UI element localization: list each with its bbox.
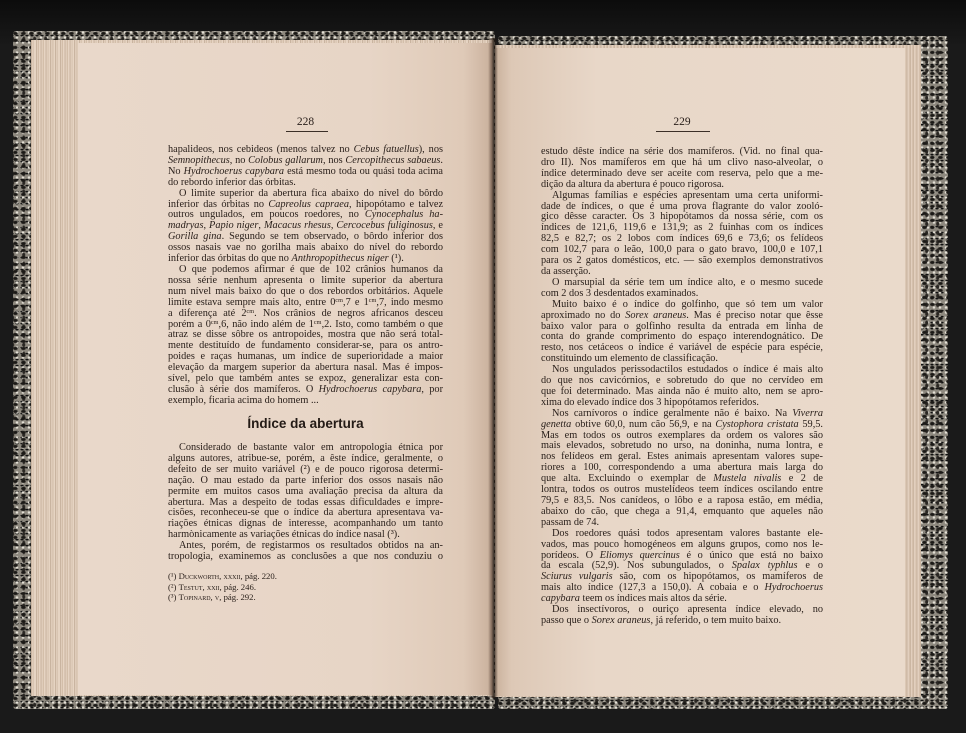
text-run: vados, mas pouco homogéneos em alguns grupos, como nos le- [541, 538, 823, 550]
text-run: baixo valor para o golfinho resulta da entrada em linha de [541, 320, 823, 332]
text-run: passo que o [541, 614, 592, 626]
line-text [168, 329, 443, 340]
line-text [168, 231, 443, 242]
line-text [541, 571, 823, 582]
text-run: defeito de ser muito variável (²) e de pouco rigorosa determi- [168, 463, 443, 475]
text-run: alguns autores, atribue-se, porém, a êste índice, geralmente, o [168, 452, 443, 464]
text-run: permite em muitos casos uma avaliação precisa da altura da [168, 485, 443, 497]
footnote-author: Duckworth, [178, 571, 222, 581]
text-run: constituindo um elemento de classificação. [541, 353, 718, 365]
line-text [541, 342, 823, 353]
text-run: resto, nos cetáceos o índice é variável de espécie para espécie, [541, 342, 823, 354]
line-text [541, 615, 781, 626]
line-text [541, 353, 718, 364]
text-run: hapalideos, nos cebideos (menos talvez no [168, 144, 354, 155]
text-run: nos felídeos em geral. Estes animais apresentam valores supe- [541, 451, 823, 463]
text-run: é o único que está no baixo [679, 549, 823, 561]
text-run: outros ungulados, em poucos roedores, no [168, 209, 365, 221]
text-run: . Segundo se tem observado, o bôrdo inferior dos [221, 231, 443, 243]
line-text [168, 351, 443, 362]
line-text [541, 222, 823, 233]
italic-term: genetta [541, 418, 572, 430]
text-run: ossos nasais vae no gorilha mais abaixo do nível do rebordo [168, 242, 443, 254]
line-text [168, 242, 443, 253]
text-run: , [330, 220, 337, 232]
text-run: mais elevados, sobretudo no urso, na doninha, numa lontra, e [541, 440, 823, 452]
line-text [541, 321, 823, 332]
text-run: clusão à série dos mamíferos. O [168, 383, 319, 395]
line-text [541, 550, 823, 561]
text-run: O limite superior da abertura fica abaixo do nível do bôrdo [179, 187, 443, 199]
italic-term: Gorilla gina [168, 231, 222, 243]
text-run: da asserção. [541, 265, 591, 277]
text-run: No [168, 165, 184, 177]
line-text [168, 286, 443, 297]
line-text [541, 157, 823, 168]
line-text [541, 451, 823, 462]
line-text [552, 190, 823, 201]
line-text [168, 155, 443, 166]
section-heading: Índice da abertura [247, 416, 364, 431]
line-text [168, 464, 443, 475]
footnote-volume: xxxii, [223, 571, 243, 581]
italic-term: Cercocebus fuliginosus [336, 220, 433, 232]
line-text [552, 604, 823, 615]
line-text [168, 362, 443, 373]
page-number: 229 [673, 116, 691, 128]
line-text [552, 408, 823, 419]
text-run: porém a 0ᶜᵐ,6, não indo além de 1ᶜᵐ,2. Isto, como também o que [168, 318, 443, 330]
text-run: harmònicamente as variações étnicas do índice nasal (³). [168, 529, 400, 541]
italic-term: Sciurus vulgaris [541, 571, 613, 583]
text-run: e 2 de [781, 473, 823, 485]
line-text [179, 188, 443, 199]
text-run: gico dêsse caracter. Os 3 hipopótamos da nossa série, com os [541, 211, 823, 223]
italic-term: Eliomys quercinus [599, 549, 680, 561]
footnote-page: pág. 292. [223, 592, 256, 602]
text-run: inferior das órbitas do que no [168, 253, 292, 265]
line-text [168, 220, 443, 231]
text-run: Dos insectívoros, o ouriço apresenta índice elevado, no [552, 604, 823, 616]
text-run: do rebordo inferior das órbitas. [168, 176, 296, 188]
line-text [552, 277, 823, 288]
text-run: para os 2 gatos domésticos, etc. — são exemplos demonstrativos [541, 255, 823, 267]
page-number-rule [656, 131, 710, 132]
text-run: . [440, 154, 443, 166]
text-run: abaixo do cão, que chega a 91,4, emquanto que aqueles não [541, 505, 823, 517]
line-text [168, 551, 443, 562]
line-text [552, 299, 823, 310]
line-text [168, 253, 404, 264]
text-run: com 2 dos 3 desdentados examinados. [541, 287, 699, 299]
text-run: , hipopótamo e talvez [349, 198, 443, 210]
text-run: num nível mais baixo do que o dos rebordos orbitários. Aquele [168, 285, 443, 297]
text-run: dição da altura da abertura é pouco rigorosa. [541, 178, 724, 190]
text-run: nação. O mau estado da parte inferior dos ossos nasais não [168, 474, 443, 486]
footnote [168, 592, 443, 603]
italic-term: Cebus fatuellus [353, 144, 419, 155]
line-text [541, 386, 823, 397]
text-run: da escala (52,9). Nos subungulados, o [541, 560, 732, 572]
footnote-volume: v, [214, 592, 222, 602]
line-text [168, 209, 443, 220]
page-number-rule [286, 131, 328, 132]
book-gutter [488, 38, 498, 698]
text-run: nossa série nenhum apresenta o limite superior da abertura [168, 274, 443, 286]
italic-term: capybara [541, 593, 580, 605]
text-line [168, 552, 443, 563]
line-text [541, 233, 823, 244]
line-text [541, 440, 823, 451]
line-text [168, 177, 296, 188]
footnote-mark: (²) [168, 581, 177, 592]
text-run: O que podemos afirmar é que de 102 crânios humanos da [179, 263, 443, 275]
line-text [541, 266, 591, 277]
text-run: , e [432, 220, 443, 232]
text-run: , por [421, 383, 443, 395]
text-run: passam de 74. [541, 516, 600, 528]
line-text [541, 462, 823, 473]
text-run: porídeos. O [541, 549, 600, 561]
line-text [168, 395, 319, 406]
line-text [541, 211, 823, 222]
line-text [541, 288, 698, 299]
text-run: , no [229, 154, 249, 166]
footnotes [168, 571, 443, 603]
italic-term: Colobus gallarum [248, 154, 323, 166]
italic-term: Cynocephalus ha- [364, 209, 443, 221]
text-run: , [203, 220, 210, 232]
text-run: abertura. Mas a despeito de todas essas dificuldades e impre- [168, 496, 443, 508]
line-text [168, 453, 443, 464]
text-run: dro II). Nos mamíferos em que há um clivo naso-alveolar, o [541, 156, 823, 168]
page-number: 228 [296, 116, 315, 128]
body-text [541, 147, 823, 627]
text-run: , já referido, o tem muito baixo. [650, 614, 782, 626]
line-text [541, 331, 823, 342]
body-text-below-heading [168, 443, 443, 563]
line-text [541, 506, 823, 517]
footnote-mark: (¹) [168, 571, 177, 581]
text-run: tropologia, examinemos as conclusões a que nos conduziu o [168, 551, 443, 563]
text-run: que alta. Excluindo o exemplar de [541, 473, 714, 485]
text-run: Nos ungulados perissodactilos estudados o índice é mais alto [552, 364, 823, 376]
line-text [168, 340, 443, 351]
line-text [168, 507, 443, 518]
text-run: conta do grande comprimento do espaço interendognático. De [541, 331, 823, 343]
line-text [168, 199, 443, 210]
text-run: do que nos cavicórnios, e sobretudo do que no cervídeo em [541, 375, 823, 387]
line-text [168, 275, 443, 286]
body-text-above-heading [168, 145, 443, 407]
text-run: O marsupial da série tem um índice alto, e o mesmo sucede [552, 276, 823, 288]
text-run: mais alto índice (127,3 a 150,0). A cobaia e o [541, 582, 765, 594]
line-text [541, 375, 823, 386]
text-run: mente destituído de fundamento considerar-se, para os antro- [168, 340, 443, 352]
line-text [168, 486, 443, 497]
text-run: . Mas é preciso notar que êsse [686, 309, 823, 321]
line-text [541, 310, 823, 321]
text-run: atraz se disse sôbre os antropoides, mostra que não será total- [168, 329, 443, 341]
text-run: inferior das órbitas no [168, 198, 269, 210]
text-run: e o [797, 560, 823, 572]
text-run: dade de índices, o que é uma prova flagrante do valor zooló- [541, 200, 823, 212]
text-run: sível, pelo que também antes se expoz, generalizar esta con- [168, 373, 443, 385]
italic-term: Macacus rhesus [263, 220, 331, 232]
italic-term: madryas [168, 220, 204, 232]
line-text [541, 168, 823, 179]
footnote-volume: xxii, [206, 581, 222, 592]
footnote-author: Testut, [178, 581, 205, 592]
text-run: com 102,7 para o leão, 100,0 para o gato bravo, 100,0 e 107,1 [541, 244, 823, 256]
text-run: índices de 121,6, 119,6 e 131,9; as 2 fuinhas com os índices [541, 222, 823, 234]
line-text [168, 308, 443, 319]
text-run: Considerado de bastante valor em antropologia étnica por [179, 442, 443, 453]
text-run: , nos [323, 154, 346, 166]
text-run: está mesmo toda ou quási toda acima [284, 165, 443, 177]
text-run: índice determinado deve ser aceite com reserva, pelo que a me- [541, 167, 823, 179]
text-run: obtive 60,0, num cão 56,9, e na [571, 418, 716, 430]
line-text [541, 560, 823, 571]
italic-term: Cystophora cristata [715, 418, 799, 430]
text-run: que foi determinado. Mas ainda não é muito alto, nem se apro- [541, 385, 823, 397]
line-text [168, 529, 400, 540]
text-run: 79,5 e 83,5. Nos canídeos, o lôbo e a raposa estão, em média, [541, 495, 823, 506]
line-text [168, 319, 443, 330]
line-text [541, 473, 823, 484]
footnote [168, 571, 443, 582]
text-run: xima do elevado índice dos 3 hipopótamos referidos. [541, 396, 759, 408]
line-text [168, 373, 443, 384]
text-run: cisões, reconheceu-se que o índice da abertura apresentava va- [168, 507, 443, 519]
italic-term: Sorex araneus [625, 309, 687, 321]
text-run: poides e raças humanas, um índice de superioridade a maior [168, 351, 443, 363]
text-run: elevação da margem superior da abertura nasal. Mas é impos- [168, 362, 443, 374]
text-run: a diferença até 2ᶜᵐ. Nos crânios de negros africanos desceu [168, 307, 443, 319]
line-text [541, 179, 724, 190]
text-run: estudo dêste índice na série dos mamíferos. (Vid. no final qua- [541, 146, 823, 157]
italic-term: Capreolus capraea [268, 198, 350, 210]
text-run: ), nos [418, 144, 443, 155]
line-text [168, 475, 443, 486]
line-text [541, 201, 823, 212]
text-run: Algumas famílias e espécies apresentam uma certa uniformi- [552, 189, 823, 201]
text-run: teem os índices mais altos da série. [579, 593, 727, 605]
italic-term: Anthropopithecus niger [291, 253, 389, 265]
text-run: Antes, porém, de registarmos os resultados obtidos na an- [179, 540, 443, 552]
line-text [541, 539, 823, 550]
line-text [168, 384, 443, 395]
line-text [541, 397, 759, 408]
italic-term: Papio niger [209, 220, 259, 232]
footnote-page: pág. 246. [223, 581, 256, 592]
line-text [179, 442, 443, 453]
italic-term: Hydrochoerus capybara [183, 165, 285, 177]
italic-term: Hydrochoerus capybara [318, 383, 422, 395]
line-text [179, 264, 443, 275]
text-line [168, 396, 443, 407]
text-run: são, com os hipopótamos, os mamíferos de [612, 571, 823, 583]
line-text [179, 540, 443, 551]
line-text [541, 430, 823, 441]
text-run: 59,5. [798, 418, 823, 430]
line-text [552, 528, 823, 539]
line-text [541, 419, 823, 430]
line-text [168, 497, 443, 508]
line-text [168, 518, 443, 529]
line-text [541, 593, 727, 604]
text-run: Dos roedores quási todos apresentam valores bastante ele- [552, 527, 823, 539]
line-text [541, 255, 823, 266]
italic-term: Hydrochoerus [764, 582, 823, 594]
line-text [541, 582, 823, 593]
italic-term: Mustela nivalis [713, 473, 782, 485]
text-run: limite estava sempre mais alto, entre 0ᶜᵐ,7 e 1ᶜᵐ,7, indo mesmo [168, 296, 443, 308]
line-text [168, 297, 443, 308]
footnote-mark: (³) [168, 592, 177, 602]
text-run: exemplo, ficaria acima do homem ... [168, 394, 319, 406]
line-text [541, 495, 823, 506]
footnote [168, 582, 443, 593]
text-run: lontra, todos os outros mustelídeos teem índices oscilando entre [541, 484, 823, 496]
line-text [541, 244, 823, 255]
text-run: aproximado no do [541, 309, 626, 321]
footnote-page: pág. 220. [244, 571, 277, 581]
text-line [541, 616, 823, 627]
text-run: Muito baixo é o índice do golfinho, que só tem um valor [552, 298, 823, 310]
italic-term: Cercopithecus sabaeus [345, 154, 441, 166]
footnote-author: Topinard, [178, 592, 213, 602]
line-text [541, 484, 823, 495]
line-text [541, 517, 599, 528]
italic-term: Semnopithecus [168, 154, 230, 166]
line-text [541, 146, 823, 157]
text-run: , [258, 220, 264, 232]
text-run: Mas em todos os outros exemplares da ordem os valores são [541, 429, 823, 441]
text-run: riores a 100, correspondendo a uma abertura mais larga do [541, 462, 823, 474]
text-run: 82,5 e 82,7; os 2 lobos com índices 69,6 e 73,6; os felídeos [541, 233, 823, 245]
text-run: (¹). [388, 253, 404, 265]
italic-term: Spalax typhlus [731, 560, 798, 572]
line-text [552, 364, 823, 375]
text-run: riações étnicas dignas de interesse, acompanhando um tanto [168, 518, 443, 530]
line-text [168, 144, 443, 155]
text-run: Nos carnívoros o índice geralmente não é baixo. Na [552, 407, 793, 419]
italic-term: Sorex araneus [591, 614, 651, 626]
line-text [168, 166, 443, 177]
italic-term: Viverra [792, 407, 823, 419]
